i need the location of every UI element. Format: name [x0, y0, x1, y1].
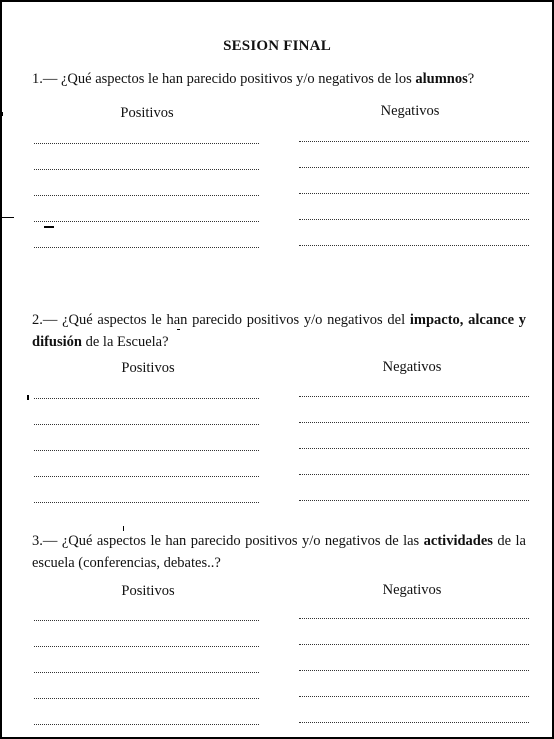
negative-column-heading: Negativos [382, 359, 442, 375]
question-2 [32, 309, 526, 353]
question-1 [32, 68, 526, 90]
answer-line-positive[interactable] [34, 724, 259, 725]
question-text-end: ? [467, 71, 475, 87]
answer-line-positive[interactable] [34, 424, 259, 425]
question-text-end: de la Escuela? [81, 334, 169, 350]
question-3 [32, 530, 526, 574]
answer-line-positive[interactable] [34, 169, 259, 170]
answer-line-negative[interactable] [299, 670, 529, 671]
answer-line-negative[interactable] [299, 618, 529, 619]
answer-line-negative[interactable] [299, 396, 529, 397]
page-title: SESION FINAL [223, 38, 331, 54]
question-keyword: actividades [423, 533, 493, 549]
answer-line-positive[interactable] [34, 672, 259, 673]
answer-line-negative[interactable] [299, 500, 529, 501]
scan-mark [123, 526, 124, 531]
question-text: ¿Qué aspectos le han parecido positivos y/o negativos de las [57, 533, 424, 549]
answer-line-positive[interactable] [34, 502, 259, 503]
answer-line-negative[interactable] [299, 167, 529, 168]
positive-column-heading: Positivos [120, 105, 174, 121]
answer-line-positive[interactable] [34, 247, 259, 248]
answer-line-positive[interactable] [34, 195, 259, 196]
answer-line-negative[interactable] [299, 474, 529, 475]
answer-line-negative[interactable] [299, 448, 529, 449]
question-text-end: de la escuela (conferencias, debates..? [32, 533, 526, 571]
question-text: ¿Qué aspectos le han parecido positivos y/o negativos del [57, 312, 410, 328]
answer-line-negative[interactable] [299, 245, 529, 246]
negative-column-heading: Negativos [380, 103, 440, 119]
answer-line-positive[interactable] [34, 143, 259, 144]
negative-column-heading: Negativos [382, 582, 442, 598]
answer-line-positive[interactable] [34, 698, 259, 699]
answer-line-negative[interactable] [299, 141, 529, 142]
question-number: 1.— [32, 71, 58, 87]
positive-column-heading: Positivos [121, 583, 175, 599]
answer-line-positive[interactable] [34, 450, 259, 451]
answer-line-negative[interactable] [299, 193, 529, 194]
answer-line-positive[interactable] [34, 620, 259, 621]
question-text: ¿Qué aspectos le han parecido positivos y/o negativos de los [57, 71, 416, 87]
question-keyword: alumnos [415, 71, 468, 87]
scan-mark [0, 112, 3, 116]
answer-line-positive[interactable] [34, 221, 259, 222]
scan-mark [44, 226, 54, 228]
scan-mark [0, 217, 14, 218]
answer-line-negative[interactable] [299, 644, 529, 645]
answer-line-negative[interactable] [299, 422, 529, 423]
answer-line-positive[interactable] [34, 476, 259, 477]
question-number: 3.— [32, 533, 58, 549]
scan-mark [27, 395, 29, 400]
answer-line-negative[interactable] [299, 722, 529, 723]
question-number: 2.— [32, 312, 58, 328]
scan-mark [177, 329, 180, 330]
question-keyword: impacto, alcance y difusión [32, 312, 527, 350]
positive-column-heading: Positivos [121, 360, 175, 376]
answer-line-positive[interactable] [34, 398, 259, 399]
answer-line-negative[interactable] [299, 219, 529, 220]
answer-line-positive[interactable] [34, 646, 259, 647]
answer-line-negative[interactable] [299, 696, 529, 697]
